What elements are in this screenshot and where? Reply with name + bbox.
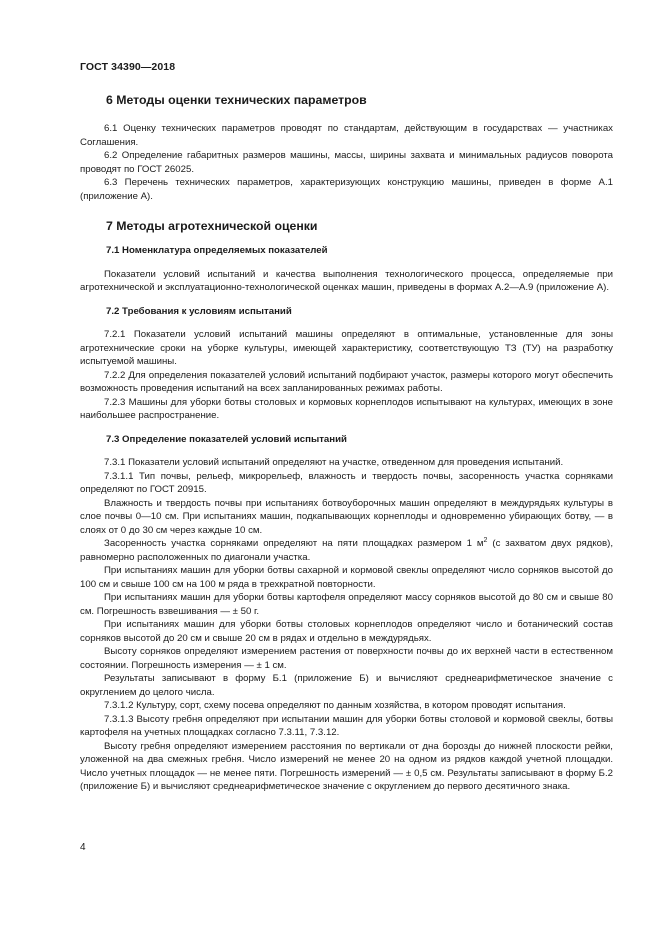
paragraph-7-1: Показатели условий испытаний и качества выполнения технологического процесса, определяемые при агротехнической и эксплуатационно-технологической оценках машин, приведены в формах А.2—А.9 (приложение А). (80, 268, 613, 293)
page-content (80, 92, 613, 794)
paragraph-root-crop-weeds: При испытаниях машин для уборки ботвы столовых корнеплодов определяют число и ботанический состав сорняков высотой до 20 см и свыше 20 см в рядах и отдельно в междурядьях. (80, 619, 613, 644)
paragraph-results-b1: Результаты записывают в форму Б.1 (приложение Б) и вычисляют среднеарифметическое значение с округлением до целого числа. (80, 673, 613, 698)
document-code: ГОСТ 34390—2018 (80, 61, 176, 73)
paragraph-6-2: 6.2 Определение габаритных размеров машины, массы, ширины захвата и минимальных радиусов поворота проводят по ГОСТ 26025. (80, 150, 613, 175)
paragraph-7-3-1-2: 7.3.1.2 Культуру, сорт, схему посева определяют по данным хозяйства, в котором проводят испытания. (104, 700, 566, 711)
square-superscript: 2 (483, 536, 488, 544)
paragraph-potato-weeds: При испытаниях машин для уборки ботвы картофеля определяют массу сорняков высотой до 80 см и свыше 80 см. Погрешность взвешивания — ± 50 г. (80, 592, 613, 617)
subsection-7-3-heading: 7.3 Определение показателей условий испытаний (106, 433, 347, 445)
paragraph-7-2-2: 7.2.2 Для определения показателей условий испытаний подбирают участок, размеры которого могут обеспечить возможность проведения испытаний на всех запланированных режимах работы. (80, 369, 613, 394)
paragraph-7-3-1-3: 7.3.1.3 Высоту гребня определяют при испытании машин для уборки ботвы столовой и кормовой свеклы, ботвы картофеля на учетных площадках согласно 7.3.11, 7.3.12. (80, 713, 613, 738)
paragraph-beet-weeds: При испытаниях машин для уборки ботвы сахарной и кормовой свеклы определяют число сорняков высотой до 100 см и свыше 100 см на 100 м ряда в трехкратной повторности. (80, 565, 613, 590)
subsection-7-1-heading: 7.1 Номенклатура определяемых показателей (106, 245, 328, 256)
paragraph-ridge-height: Высоту гребня определяют измерением расстояния по вертикали от дна борозды до нижней плоскости рейки, уложенной на два смежных гребня. Число измерений не менее 20 на одном из рядков каждой учетной площадки. Число учетных площадок — не менее пяти. Погрешность измерений — ± 0,5 см. Результаты записывают в форму Б.2 (приложение Б) и вычисляют среднеарифметическое значение с округлением до первого десятичного знака. (80, 740, 613, 792)
paragraph-6-1: 6.1 Оценку технических параметров проводят по стандартам, действующим в государствах — участниках Соглашения. (80, 123, 613, 148)
weed-text-start: Засоренность участка сорняками определяют на пяти площадках размером 1 м (104, 538, 484, 549)
paragraph-weed-height: Высоту сорняков определяют измерением растения от поверхности почвы до их верхней части в естественном состоянии. Погрешность измерения — ± 1 см. (80, 646, 613, 671)
subsection-7-2-heading: 7.2 Требования к условиям испытаний (106, 305, 292, 317)
paragraph-7-3-1-1: 7.3.1.1 Тип почвы, рельеф, микрорельеф, влажность и твердость почвы, засоренность участка сорняками определяют по ГОСТ 20915. (80, 470, 613, 495)
section-7-heading: 7 Методы агротехнической оценки (106, 219, 318, 233)
section-6-heading: 6 Методы оценки технических параметров (106, 93, 367, 107)
weed-text-end: (с захватом двух рядков), равномерно расположенных по диагонали участка. (80, 538, 613, 563)
page-number: 4 (80, 842, 86, 853)
paragraph-7-2-1: 7.2.1 Показатели условий испытаний машины определяют в оптимальные, установленные для зоны агротехнические сроки на уборке культуры, имеющей характеристику, соответствующую ТЗ (ТУ) на разработку испытуемой машины. (80, 329, 613, 367)
paragraph-6-3: 6.3 Перечень технических параметров, характеризующих конструкцию машины, приведен в форме А.1 (приложение А). (80, 177, 613, 202)
paragraph-7-2-3: 7.2.3 Машины для уборки ботвы столовых и кормовых корнеплодов испытывают на культурах, имеющих в зоне наибольшее распространение. (80, 396, 613, 421)
paragraph-soil-moisture: Влажность и твердость почвы при испытаниях ботвоуборочных машин определяют в междурядьях культуры в слое почвы 0—10 см. При испытаниях машин, подкапывающих корнеплоды и одновременно убирающих ботву, — в слоях от 0 до 30 см через каждые 10 см. (80, 497, 613, 536)
paragraph-weed-infestation (80, 537, 613, 564)
paragraph-7-3-1: 7.3.1 Показатели условий испытаний определяют на участке, отведенном для проведения испытаний. (104, 457, 564, 468)
